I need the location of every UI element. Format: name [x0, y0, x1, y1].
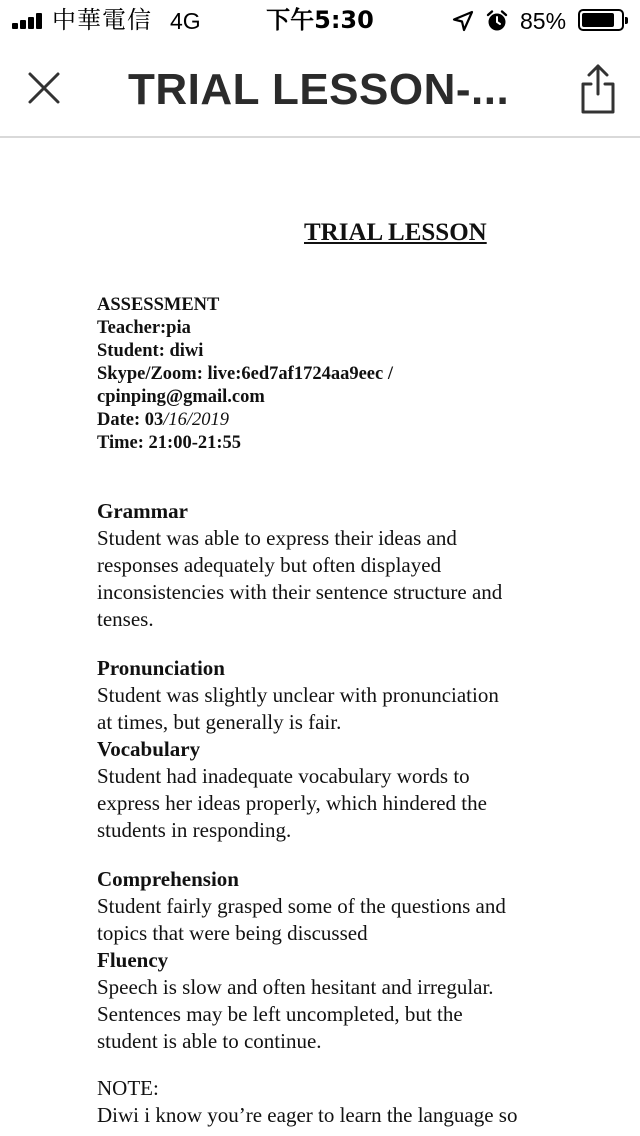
section-heading: Comprehension [97, 867, 239, 891]
date-prefix: Date: 03 [97, 410, 164, 430]
section-heading: Pronunciation [97, 656, 225, 680]
contact-line-1: Skype/Zoom: live:6ed7af1724aa9eec / [97, 364, 393, 384]
section-grammar [97, 498, 557, 633]
section-line: topics that were being discussed [97, 921, 368, 945]
share-button[interactable] [578, 62, 618, 116]
student-line: Student: diwi [97, 341, 204, 361]
section-line: at times, but generally is fair. [97, 710, 342, 734]
section-line: responses adequately but often displayed [97, 553, 442, 577]
section-fluency [97, 947, 557, 1055]
section-line: inconsistencies with their sentence structure and [97, 580, 503, 604]
note-label: NOTE: [97, 1076, 159, 1100]
location-arrow-icon [452, 10, 474, 32]
status-bar [0, 0, 640, 40]
section-line: Student fairly grasped some of the questions and [97, 894, 506, 918]
assessment-label: ASSESSMENT [97, 295, 220, 315]
doc-title: TRIAL LESSON [304, 219, 487, 246]
contact-line-2: cpinping@gmail.com [97, 387, 265, 407]
section-heading: Fluency [97, 948, 169, 972]
share-icon [583, 66, 613, 112]
assessment-info [97, 294, 393, 455]
section-vocabulary [97, 736, 557, 844]
section-line: Student was able to express their ideas and [97, 526, 457, 550]
section-heading: Vocabulary [97, 737, 201, 761]
network-type: 4G [170, 8, 201, 34]
section-line: student is able to continue. [97, 1029, 322, 1053]
section-line: Speech is slow and often hesitant and irregular. [97, 975, 494, 999]
section-line: Student had inadequate vocabulary words to [97, 764, 470, 788]
section-line: students in responding. [97, 818, 292, 842]
close-icon [30, 74, 58, 102]
carrier-name: 中華電信 [52, 6, 152, 34]
section-line: Sentences may be left uncompleted, but the [97, 1002, 463, 1026]
section-pronunciation [97, 655, 557, 736]
date-line [97, 409, 393, 432]
time-line: Time: 21:00-21:55 [97, 433, 242, 453]
close-button[interactable] [24, 68, 64, 108]
section-heading: Grammar [97, 499, 188, 523]
note-line: Diwi i know you’re eager to learn the language so [97, 1103, 518, 1127]
section-note [97, 1075, 557, 1129]
status-time: 下午5:30 [266, 6, 374, 34]
battery-percent: 85% [520, 8, 567, 34]
section-line: tenses. [97, 607, 154, 631]
teacher-line: Teacher:pia [97, 318, 191, 338]
section-line: Student was slightly unclear with pronunciation [97, 683, 499, 707]
section-line: express her ideas properly, which hindered the [97, 791, 487, 815]
alarm-clock-icon [485, 9, 509, 33]
battery-icon [578, 9, 624, 31]
navigation-bar [0, 40, 640, 138]
document-title-header: TRIAL LESSON-... [128, 65, 510, 114]
section-comprehension [97, 866, 557, 947]
date-suffix: /16/2019 [163, 410, 230, 430]
